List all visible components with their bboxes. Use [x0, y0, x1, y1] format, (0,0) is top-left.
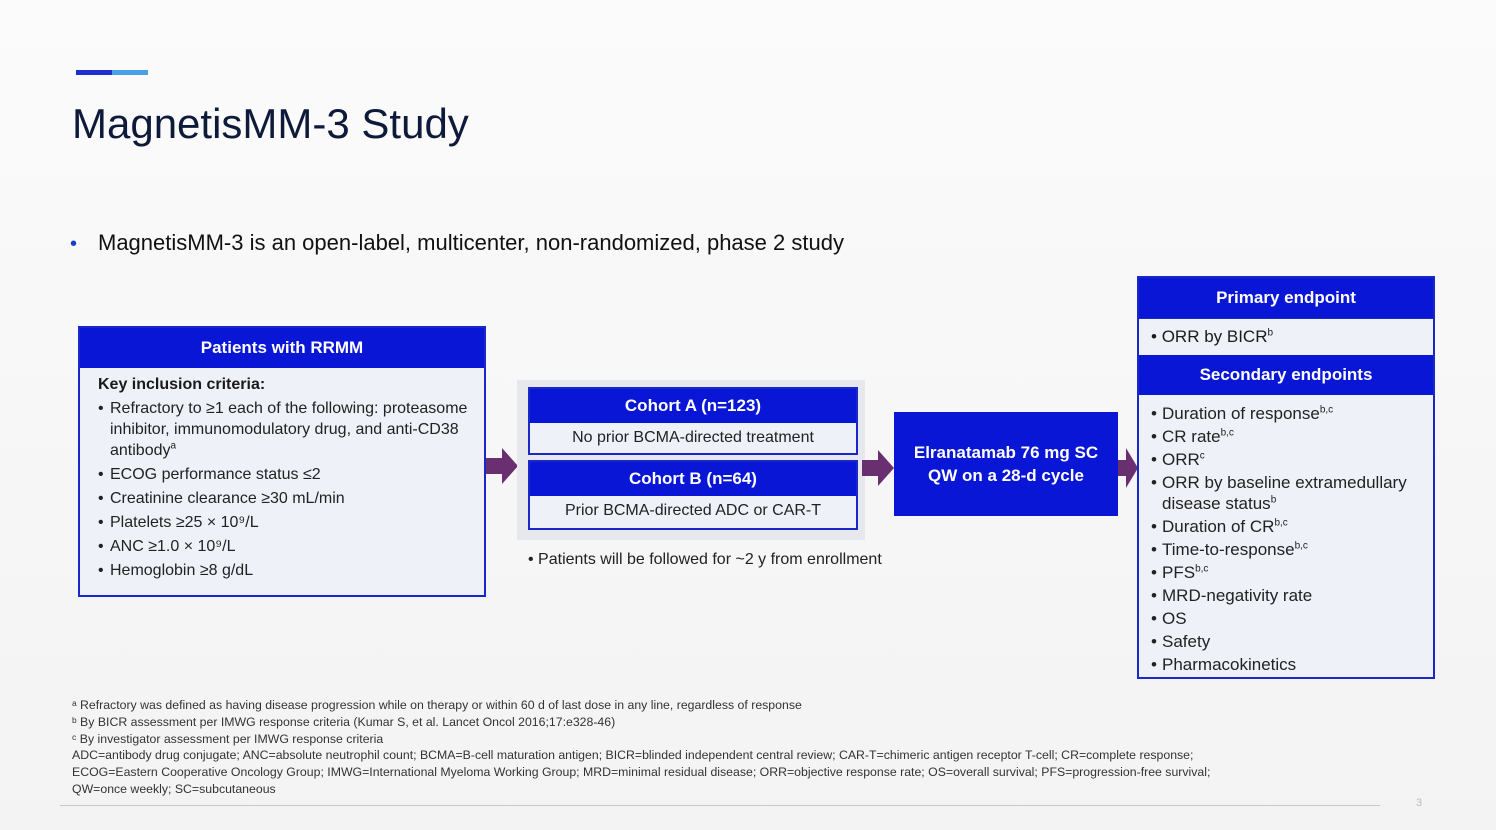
secondary-endpoint-text: CR rate [1162, 427, 1221, 446]
criteria-item [98, 560, 484, 581]
primary-endpoint-text: ORR by BICR [1161, 327, 1268, 346]
intro-bullet-text: MagnetisMM-3 is an open-label, multicenter, non-randomized, phase 2 study [98, 230, 844, 255]
secondary-endpoint-item [1151, 654, 1433, 675]
primary-endpoint-sup: b [1267, 327, 1274, 339]
secondary-endpoint-text: Pharmacokinetics [1162, 655, 1297, 674]
followup-note: • Patients will be followed for ~2 y from enrollment [528, 551, 882, 568]
bullet-dot-icon: • [70, 233, 78, 255]
primary-endpoint-item: • ORR by BICR$^b$ [1139, 318, 1433, 355]
drug-box [894, 412, 1118, 516]
secondary-endpoint-item [1151, 403, 1433, 424]
footnote-line: ECOG=Eastern Cooperative Oncology Group; IMWG=International Myeloma Working Group; MRD=minimal residual disease; ORR=objective response rate; OS=overall survival; PFS=progression-free survival; [72, 765, 1211, 780]
secondary-endpoint-text: Time-to-response [1162, 540, 1295, 559]
cohort-a-header: Cohort A (n=123) [530, 389, 856, 423]
secondary-endpoint-item [1151, 426, 1433, 447]
secondary-endpoint-text: ORR by baseline extramedullary disease status [1162, 473, 1407, 513]
drug-line-2: QW on a 28-d cycle [928, 466, 1084, 485]
cohort-b-box [528, 460, 858, 530]
criteria-heading: Key inclusion criteria: [98, 376, 266, 393]
secondary-endpoints-list [1139, 395, 1433, 675]
criteria-item [98, 512, 484, 533]
intro-bullet [70, 230, 844, 256]
page-number: 3 [1416, 797, 1423, 809]
criteria-item-text: ECOG performance status ≤2 [110, 466, 321, 483]
secondary-endpoint-text: Duration of CR [1162, 517, 1275, 536]
drug-line-1: Elranatamab 76 mg SC [913, 443, 1099, 462]
secondary-endpoint-sup: b [1270, 494, 1277, 506]
slide-title: MagnetisMM-3 Study [72, 100, 469, 147]
cohort-b-header: Cohort B (n=64) [530, 462, 856, 496]
footnote-line: ᵇ By BICR assessment per IMWG response criteria (Kumar S, et al. Lancet Oncol 2016;17:e328-46) [72, 714, 616, 729]
cohort-a-box [528, 387, 858, 455]
criteria-item [98, 398, 484, 461]
criteria-item-text: Platelets ≥25 × 10⁹/L [110, 514, 259, 531]
cohort-a-body: No prior BCMA-directed treatment [572, 429, 814, 446]
footnote-line: ᶜ By investigator assessment per IMWG response criteria [72, 731, 384, 746]
criteria-item-sup: a [170, 440, 177, 452]
arrow-right-icon [1118, 446, 1138, 490]
criteria-item-text: ANC ≥1.0 × 10⁹/L [110, 538, 236, 555]
secondary-endpoint-item [1151, 516, 1433, 537]
secondary-endpoint-text: Duration of response [1162, 404, 1320, 423]
title-accent-bar [76, 70, 148, 75]
secondary-endpoint-item [1151, 585, 1433, 606]
primary-endpoint-header: Primary endpoint [1139, 278, 1433, 318]
secondary-endpoint-sup: b,c [1274, 517, 1288, 529]
secondary-endpoint-item [1151, 449, 1433, 470]
secondary-endpoint-item [1151, 562, 1433, 583]
footer-divider [60, 805, 1380, 806]
arrow-right-icon [486, 446, 518, 486]
criteria-item-text: Hemoglobin ≥8 g/dL [110, 562, 254, 579]
footnote-line: ᵃ Refractory was defined as having disease progression while on therapy or within 60 d of last dose in any line, regardless of response [72, 698, 802, 712]
arrow-shape [486, 448, 518, 484]
arrow-right-icon [862, 448, 894, 488]
criteria-item-text: Creatinine clearance ≥30 mL/min [110, 490, 345, 507]
secondary-endpoint-sup: b,c [1294, 540, 1308, 552]
patients-box [78, 326, 486, 597]
cohort-b-body: Prior BCMA-directed ADC or CAR-T [564, 502, 822, 519]
arrow-shape [1118, 448, 1138, 488]
secondary-endpoint-text: PFS [1162, 563, 1196, 582]
secondary-endpoint-sup: b,c [1195, 563, 1209, 575]
secondary-endpoint-text: ORR [1162, 450, 1200, 469]
criteria-item-text: Refractory to ≥1 each of the following: proteasome inhibitor, immunomodulatory drug, and anti-CD38 antibody [110, 400, 468, 459]
footnote-line: ADC=antibody drug conjugate; ANC=absolute neutrophil count; BCMA=B-cell maturation antigen; BICR=blinded independent central review; CAR-T=chimeric antigen receptor T-cell; CR=complete response; [72, 748, 1194, 763]
secondary-endpoint-text: Safety [1162, 632, 1211, 651]
accent-bar-light [112, 70, 148, 75]
criteria-list [80, 398, 484, 581]
footnote-line: QW=once weekly; SC=subcutaneous [72, 781, 276, 796]
patients-header: Patients with RRMM [80, 328, 484, 368]
followup-text: Patients will be followed for ~2 y from enrollment [538, 551, 882, 568]
secondary-endpoints-header: Secondary endpoints [1139, 355, 1433, 395]
secondary-endpoint-sup: b,c [1319, 404, 1334, 416]
secondary-endpoint-item [1151, 631, 1433, 652]
secondary-endpoint-item [1151, 539, 1433, 560]
secondary-endpoint-item [1151, 472, 1433, 514]
accent-bar-dark [76, 70, 112, 75]
criteria-item [98, 488, 484, 509]
secondary-endpoint-sup: c [1199, 450, 1205, 462]
criteria-item [98, 464, 484, 485]
footnotes [72, 697, 1402, 798]
criteria-item [98, 536, 484, 557]
secondary-endpoint-item [1151, 608, 1433, 629]
arrow-shape [862, 450, 894, 486]
secondary-endpoint-text: MRD-negativity rate [1162, 586, 1313, 605]
endpoints-box [1137, 276, 1435, 679]
secondary-endpoint-text: OS [1162, 609, 1187, 628]
secondary-endpoint-sup: b,c [1220, 427, 1234, 439]
